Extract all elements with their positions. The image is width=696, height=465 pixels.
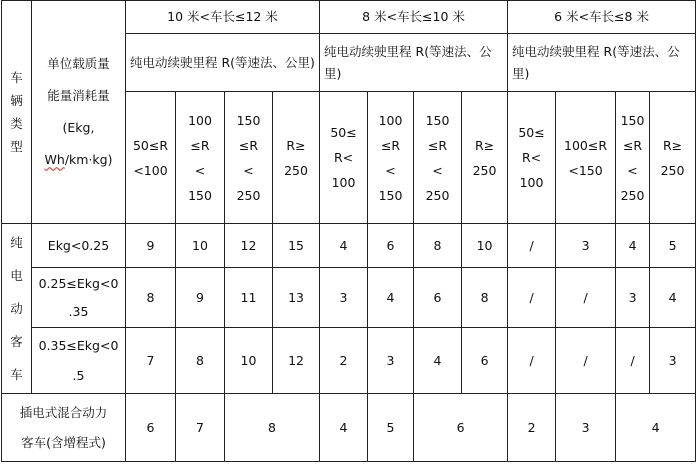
- value-cell: 4: [320, 224, 368, 268]
- value-cell: 3: [616, 268, 650, 328]
- value-cell: 3: [556, 224, 616, 268]
- value-cell: 9: [126, 224, 176, 268]
- value-cell: 3: [320, 268, 368, 328]
- vehicle-type-header: 车 辆 类 型: [2, 1, 32, 224]
- range-header: 150 ≤R < 250: [414, 92, 462, 224]
- value-cell: 8: [126, 268, 176, 328]
- value-cell: /: [508, 224, 556, 268]
- value-cell: 3: [368, 328, 414, 394]
- value-cell: 6: [462, 328, 508, 394]
- group-1-length: 10 米<车长≤12 米: [126, 1, 320, 34]
- energy-header: [32, 1, 126, 224]
- value-cell: 12: [225, 224, 273, 268]
- group-2-range-label: 纯电动续驶里程 R(等速法、公里): [320, 34, 508, 92]
- value-cell: 12: [273, 328, 320, 394]
- group-3-length: 6 米<车长≤8 米: [508, 1, 696, 34]
- range-header: 100 ≤R < 150: [176, 92, 225, 224]
- value-cell: 10: [462, 224, 508, 268]
- energy-header-line1: 单位载质量: [47, 56, 110, 71]
- range-header: 150 ≤R < 250: [616, 92, 650, 224]
- range-header: 150 ≤R < 250: [225, 92, 273, 224]
- group-3-range-label: 纯电动续驶里程 R(等速法、公里): [508, 34, 696, 92]
- value-cell: 8: [225, 394, 320, 462]
- range-header: 50≤R <100: [126, 92, 176, 224]
- table-row: [2, 224, 696, 268]
- phev-label: 插电式混合动力 客车(含增程式): [2, 394, 126, 462]
- value-cell: 2: [508, 394, 556, 462]
- range-header: R≥ 250: [462, 92, 508, 224]
- energy-header-line4: [34, 144, 123, 176]
- value-cell: 8: [462, 268, 508, 328]
- value-cell: 7: [176, 394, 225, 462]
- value-cell: 4: [650, 268, 696, 328]
- value-cell: 10: [176, 224, 225, 268]
- phev-row: [2, 394, 696, 462]
- ekg-cell: 0.25≤Ekg<0 .35: [32, 268, 126, 328]
- value-cell: 11: [225, 268, 273, 328]
- range-header: R≥ 250: [650, 92, 696, 224]
- value-cell: 6: [126, 394, 176, 462]
- value-cell: 2: [320, 328, 368, 394]
- value-cell: 10: [225, 328, 273, 394]
- range-header: 50≤ R< 100: [508, 92, 556, 224]
- ev-bus-label: 纯 电 动 客 车: [2, 224, 32, 394]
- value-cell: /: [616, 328, 650, 394]
- value-cell: 4: [616, 394, 696, 462]
- value-cell: 9: [176, 268, 225, 328]
- group-2-length: 8 米<车长≤10 米: [320, 1, 508, 34]
- value-cell: 4: [368, 268, 414, 328]
- value-cell: 5: [368, 394, 414, 462]
- value-cell: 5: [650, 224, 696, 268]
- value-cell: 4: [320, 394, 368, 462]
- value-cell: 4: [414, 328, 462, 394]
- value-cell: 4: [616, 224, 650, 268]
- range-header: R≥ 250: [273, 92, 320, 224]
- value-cell: 7: [126, 328, 176, 394]
- energy-unit-rest: /km·kg): [64, 152, 113, 167]
- ekg-cell: Ekg<0.25: [32, 224, 126, 268]
- group-header-row: [2, 1, 696, 34]
- value-cell: 15: [273, 224, 320, 268]
- value-cell: /: [508, 268, 556, 328]
- value-cell: /: [556, 328, 616, 394]
- table-row: [2, 328, 696, 394]
- value-cell: 6: [414, 268, 462, 328]
- ekg-cell: 0.35≤Ekg<0 .5: [32, 328, 126, 394]
- value-cell: /: [508, 328, 556, 394]
- value-cell: 8: [176, 328, 225, 394]
- energy-header-line3: (Ekg,: [62, 120, 95, 135]
- value-cell: 6: [414, 394, 508, 462]
- range-header: 100≤R <150: [556, 92, 616, 224]
- subsidy-table: [1, 0, 696, 462]
- value-cell: 3: [650, 328, 696, 394]
- range-header: 100 ≤R < 150: [368, 92, 414, 224]
- value-cell: 6: [368, 224, 414, 268]
- table-row: [2, 268, 696, 328]
- value-cell: 13: [273, 268, 320, 328]
- value-cell: 8: [414, 224, 462, 268]
- value-cell: 3: [556, 394, 616, 462]
- range-header: 50≤ R< 100: [320, 92, 368, 224]
- energy-header-line2: 能量消耗量: [47, 88, 110, 103]
- energy-unit-wh: Wh: [44, 152, 65, 167]
- value-cell: /: [556, 268, 616, 328]
- group-1-range-label: 纯电动续驶里程 R(等速法、公里): [126, 34, 320, 92]
